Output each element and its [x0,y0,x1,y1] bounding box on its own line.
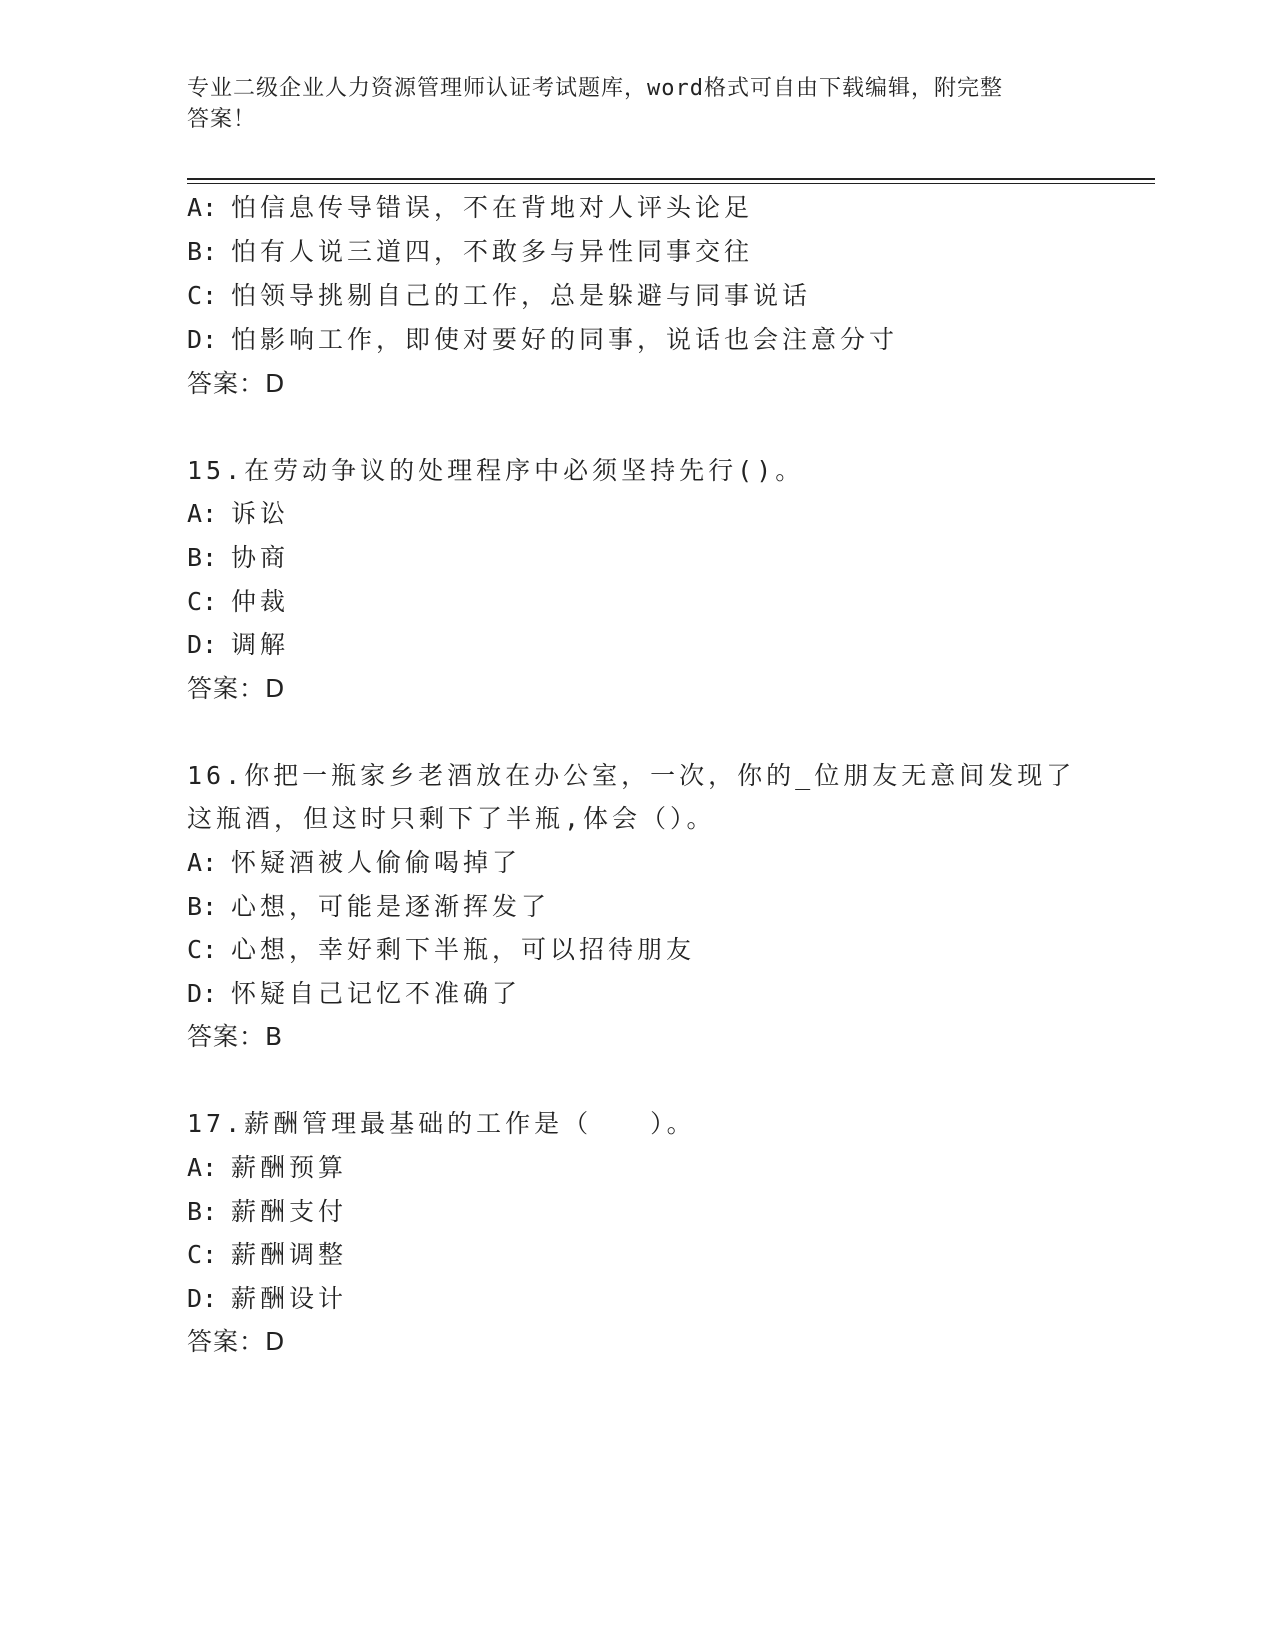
q15-question: 15.在劳动争议的处理程序中必须坚持先行()。 [187,456,805,485]
q16-question-line-1: 16.你把一瓶家乡老酒放在办公室，一次，你的_位朋友无意间发现了 [187,761,1076,790]
q14-option-b: B: 怕有人说三道四，不敢多与异性同事交往 [187,237,754,266]
q17-question: 17.薪酬管理最基础的工作是（ ）。 [187,1109,696,1138]
header-line-2: 答案！ [187,107,257,132]
q16-option-d: D: 怀疑自己记忆不准确了 [187,979,522,1008]
q14-answer: 答案：D [187,369,286,398]
document-header [187,73,1067,135]
header-divider [187,178,1155,180]
q17-option-c: C: 薪酬调整 [187,1240,348,1269]
q15-option-a: A: 诉讼 [187,499,290,528]
q14-option-d: D: 怕影响工作，即使对要好的同事，说话也会注意分寸 [187,325,899,354]
q17-option-b: B: 薪酬支付 [187,1197,348,1226]
q16-option-b: B: 心想，可能是逐渐挥发了 [187,892,551,921]
q14-option-a: A: 怕信息传导错误，不在背地对人评头论足 [187,193,754,222]
q16-option-a: A: 怀疑酒被人偷偷喝掉了 [187,848,522,877]
q16-question-line-2: 这瓶酒，但这时只剩下了半瓶,体会（）。 [187,804,716,833]
q16-option-c: C: 心想，幸好剩下半瓶，可以招待朋友 [187,935,696,964]
q15-option-d: D: 调解 [187,630,290,659]
header-divider-thin [187,183,1155,184]
q16-answer: 答案：B [187,1022,284,1051]
q17-answer: 答案：D [187,1327,286,1356]
header-line-1: 专业二级企业人力资源管理师认证考试题库，word格式可自由下载编辑，附完整 [187,76,1003,101]
q15-answer: 答案：D [187,674,286,703]
q14-option-c: C: 怕领导挑剔自己的工作，总是躲避与同事说话 [187,281,812,310]
q15-option-b: B: 协商 [187,543,290,572]
q15-option-c: C: 仲裁 [187,587,290,616]
q17-option-a: A: 薪酬预算 [187,1153,348,1182]
q17-option-d: D: 薪酬设计 [187,1284,348,1313]
